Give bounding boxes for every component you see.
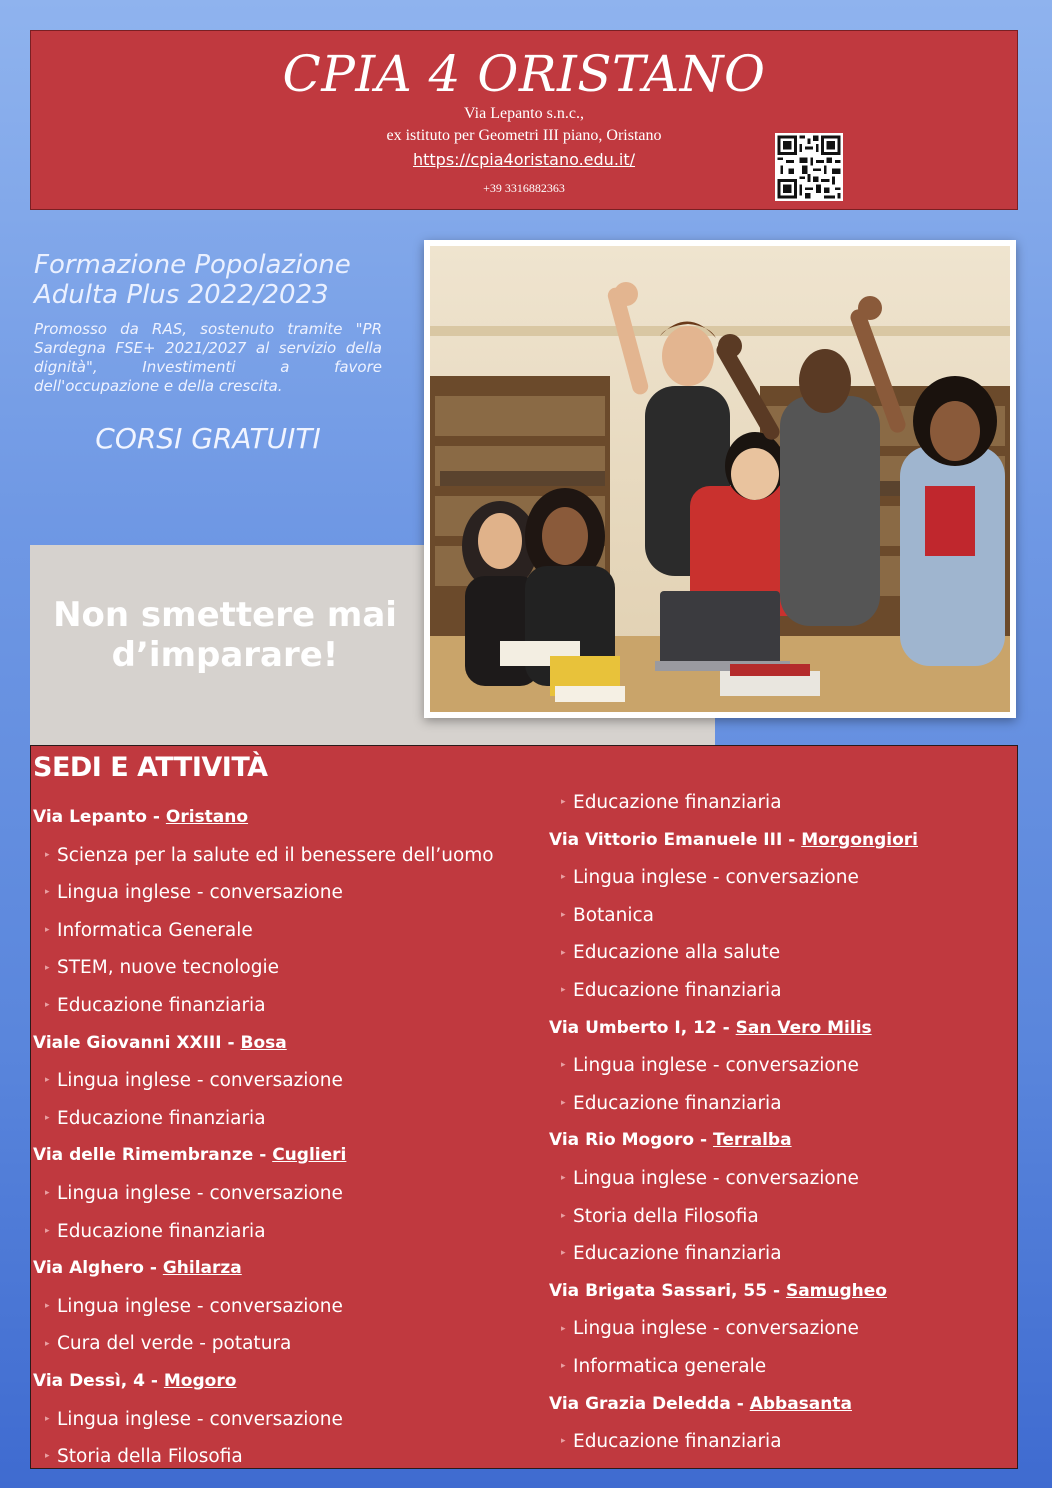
location-heading xyxy=(549,1010,1014,1048)
bullet-arrow-icon: ▸ xyxy=(45,1300,50,1311)
location-street: Via Alghero - xyxy=(33,1258,163,1279)
bullet-arrow-icon: ▸ xyxy=(45,924,50,935)
activity-label: Educazione finanziaria xyxy=(573,979,782,1001)
program-title: Formazione Popolazione Adulta Plus 2022/2023 xyxy=(34,250,351,310)
school-title: CPIA 4 ORISTANO xyxy=(282,45,766,103)
bullet-arrow-icon: ▸ xyxy=(561,1173,566,1184)
activity-label: Educazione finanziaria xyxy=(573,1243,782,1265)
activity-item xyxy=(549,972,1014,1010)
activity-label: Educazione finanziaria xyxy=(573,1431,782,1453)
location-city-link[interactable]: Mogoro xyxy=(163,1370,237,1391)
activity-item xyxy=(549,1310,1014,1348)
sedi-panel xyxy=(30,745,1018,1469)
activity-label: Educazione finanziaria xyxy=(573,792,782,813)
free-courses-label: CORSI GRATUITI xyxy=(95,422,321,455)
qr-code-icon[interactable] xyxy=(775,133,843,201)
location-city-link[interactable]: Bosa xyxy=(240,1032,287,1053)
location-heading xyxy=(33,1363,533,1401)
activity-item xyxy=(549,1047,1014,1085)
activity-item xyxy=(33,1100,533,1138)
location-heading xyxy=(549,1386,1014,1424)
activity-item xyxy=(33,1401,533,1439)
activity-label: Lingua inglese - conversazione xyxy=(57,1295,343,1317)
sedi-column-left xyxy=(33,799,533,1476)
bullet-arrow-icon: ▸ xyxy=(45,1338,50,1349)
location-city-link[interactable]: Oristano xyxy=(165,807,249,827)
activity-label: Storia della Filosofia xyxy=(57,1446,243,1468)
activity-item xyxy=(33,912,533,950)
bullet-arrow-icon: ▸ xyxy=(45,1451,50,1462)
location-city-link[interactable]: Ghilarza xyxy=(162,1258,242,1279)
activity-label: Lingua inglese - conversazione xyxy=(573,1055,859,1077)
bullet-arrow-icon: ▸ xyxy=(561,1060,566,1071)
location-street: Via Lepanto - xyxy=(33,807,166,827)
activity-item xyxy=(33,1325,533,1363)
location-city-link[interactable]: Cuglieri xyxy=(272,1145,347,1166)
activity-item xyxy=(33,1062,533,1100)
activity-item xyxy=(549,784,1014,822)
activity-label: Educazione finanziaria xyxy=(573,1092,782,1114)
bullet-arrow-icon: ▸ xyxy=(45,849,50,860)
activity-item xyxy=(33,987,533,1025)
activity-item xyxy=(33,1213,533,1251)
sedi-title: SEDI E ATTIVITÀ xyxy=(33,752,268,783)
bullet-arrow-icon: ▸ xyxy=(561,1097,566,1108)
activity-label: Scienza per la salute ed il benessere dell’uomo xyxy=(57,844,494,866)
activity-label: Lingua inglese - conversazione xyxy=(573,1318,859,1340)
activity-item xyxy=(549,859,1014,897)
activity-label: Educazione finanziaria xyxy=(57,1220,266,1242)
location-street: Via Vittorio Emanuele III - xyxy=(549,829,802,850)
bullet-arrow-icon: ▸ xyxy=(45,1188,50,1199)
location-city-link[interactable]: Morgongiori xyxy=(801,829,919,850)
activity-label: Storia della Filosofia xyxy=(573,1205,759,1227)
intro-block xyxy=(34,250,382,455)
location-heading xyxy=(33,1250,533,1288)
activity-item xyxy=(549,1423,1014,1461)
location-street: Via delle Rimembranze - xyxy=(33,1145,273,1166)
students-photo xyxy=(424,240,1016,718)
activity-label: Informatica generale xyxy=(573,1355,767,1377)
bullet-arrow-icon: ▸ xyxy=(45,1075,50,1086)
bullet-arrow-icon: ▸ xyxy=(561,797,566,808)
program-description: Promosso da RAS, sostenuto tramite "PR Sardegna FSE+ 2021/2027 al servizio della dignità", Investimenti a favore dell'occupazione e della crescita. xyxy=(34,320,382,395)
location-city-link[interactable]: Terralba xyxy=(713,1130,792,1151)
bullet-arrow-icon: ▸ xyxy=(45,962,50,973)
sedi-column-right xyxy=(549,784,1014,1461)
activity-item xyxy=(549,1235,1014,1273)
activity-label: Educazione finanziaria xyxy=(57,994,266,1016)
bullet-arrow-icon: ▸ xyxy=(45,1225,50,1236)
activity-label: Informatica Generale xyxy=(57,919,253,941)
bullet-arrow-icon: ▸ xyxy=(561,1361,566,1372)
location-street: Via Dessì, 4 - xyxy=(33,1370,164,1391)
address-line-2: ex istituto per Geometri III piano, Oristano xyxy=(386,127,662,144)
header-banner xyxy=(30,30,1018,210)
bullet-arrow-icon: ▸ xyxy=(561,985,566,996)
location-street: Via Umberto I, 12 - xyxy=(549,1017,736,1038)
activity-label: Lingua inglese - conversazione xyxy=(57,1070,343,1092)
bullet-arrow-icon: ▸ xyxy=(45,1413,50,1424)
location-city-link[interactable]: San Vero Milis xyxy=(735,1017,872,1038)
location-street: Viale Giovanni XXIII - xyxy=(33,1032,241,1053)
location-street: Via Rio Mogoro - xyxy=(549,1130,713,1151)
location-heading xyxy=(549,1273,1014,1311)
activity-label: Lingua inglese - conversazione xyxy=(57,1182,343,1204)
activity-label: Cura del verde - potatura xyxy=(57,1333,292,1355)
location-heading xyxy=(33,799,533,837)
location-heading xyxy=(549,1122,1014,1160)
bullet-arrow-icon: ▸ xyxy=(45,1112,50,1123)
activity-item xyxy=(549,1085,1014,1123)
location-heading xyxy=(33,1137,533,1175)
activity-label: Lingua inglese - conversazione xyxy=(573,1167,859,1189)
activity-label: Botanica xyxy=(573,904,654,926)
activity-label: Lingua inglese - conversazione xyxy=(57,1408,343,1430)
bullet-arrow-icon: ▸ xyxy=(561,1210,566,1221)
activity-item xyxy=(549,897,1014,935)
bullet-arrow-icon: ▸ xyxy=(561,872,566,883)
phone-number: +39 3316882363 xyxy=(483,181,565,195)
bullet-arrow-icon: ▸ xyxy=(45,887,50,898)
activity-item xyxy=(33,1438,533,1476)
activity-item xyxy=(549,934,1014,972)
slogan: Non smettere mai d’imparare! xyxy=(53,595,397,675)
activity-item xyxy=(33,837,533,875)
activity-item xyxy=(549,1160,1014,1198)
bullet-arrow-icon: ▸ xyxy=(561,947,566,958)
location-city-link[interactable]: Samugheo xyxy=(785,1280,887,1301)
location-heading xyxy=(33,1025,533,1063)
bullet-arrow-icon: ▸ xyxy=(561,909,566,920)
activity-item xyxy=(549,1198,1014,1236)
activity-item xyxy=(33,949,533,987)
activity-label: Lingua inglese - conversazione xyxy=(57,882,343,904)
bullet-arrow-icon: ▸ xyxy=(561,1323,566,1334)
activity-item xyxy=(33,874,533,912)
activity-label: Educazione alla salute xyxy=(573,942,781,964)
address-line-1: Via Lepanto s.n.c., xyxy=(464,105,584,122)
location-city-link[interactable]: Abbasanta xyxy=(749,1393,852,1414)
students-celebrating-image xyxy=(430,246,1010,712)
activity-label: STEM, nuove tecnologie xyxy=(57,957,280,979)
website-link[interactable]: https://cpia4oristano.edu.it/ xyxy=(412,150,636,169)
activity-label: Lingua inglese - conversazione xyxy=(573,867,859,889)
bullet-arrow-icon: ▸ xyxy=(45,1000,50,1011)
location-street: Via Brigata Sassari, 55 - xyxy=(549,1280,786,1301)
location-heading xyxy=(549,822,1014,860)
activity-item xyxy=(33,1175,533,1213)
bullet-arrow-icon: ▸ xyxy=(561,1436,566,1447)
activity-item xyxy=(549,1348,1014,1386)
activity-item xyxy=(33,1288,533,1326)
activity-label: Educazione finanziaria xyxy=(57,1107,266,1129)
bullet-arrow-icon: ▸ xyxy=(561,1248,566,1259)
location-street: Via Grazia Deledda - xyxy=(549,1393,750,1414)
